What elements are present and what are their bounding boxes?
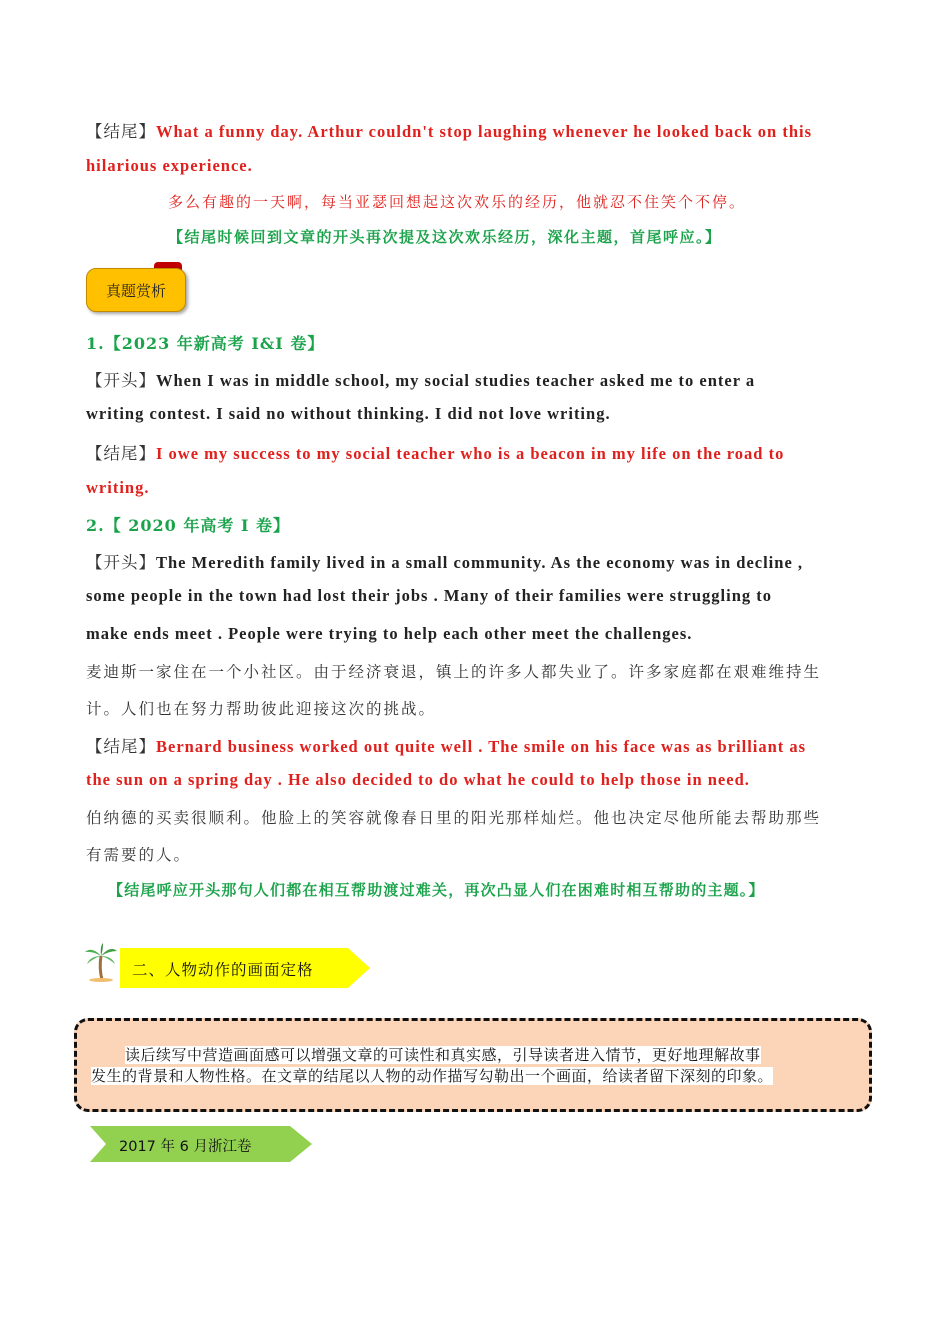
callout-line1: 读后续写中营造画面感可以增强文章的可读性和真实感，引导读者进入情节，更好地理解故事	[125, 1046, 761, 1064]
callout-line2: 发生的背景和人物性格。在文章的结尾以人物的动作描写勾勒出一个画面，给读者留下深刻的印象。	[91, 1067, 774, 1085]
ending1-en-line2: hilarious experience.	[86, 156, 253, 175]
item2-ending-cn2: 有需要的人。	[86, 846, 192, 864]
badge-label: 真题赏析	[86, 268, 186, 312]
zhenti-badge	[86, 262, 198, 312]
item1-ending-label: 【结尾】	[86, 444, 156, 463]
ending1-cn: 多么有趣的一天啊，每当亚瑟回想起这次欢乐的经历，他就忍不住笑个不停。	[168, 193, 747, 211]
item2-opening-line2: some people in the town had lost their jobs . Many of their families were struggling to	[86, 586, 773, 605]
item2-heading: 2.【 2020 年高考 I 卷】	[86, 516, 291, 535]
item2-note: 【结尾呼应开头那句人们都在相互帮助渡过难关，再次凸显人们在困难时相互帮助的主题。】	[108, 881, 765, 899]
callout-text	[91, 1045, 861, 1087]
ending1-note: 【结尾时候回到文章的开头再次提及这次欢乐经历，深化主题，首尾呼应。】	[168, 228, 722, 246]
item2-ending-line2: the sun on a spring day . He also decided to do what he could to help those in need.	[86, 770, 750, 789]
item2-opening-cn2: 计。人们也在努力帮助彼此迎接这次的挑战。	[86, 700, 437, 718]
item1-ending-text1: I owe my success to my social teacher who is a beacon in my life on the road to	[156, 444, 785, 463]
palm-tree-icon	[84, 942, 118, 982]
item1-opening-line1	[86, 367, 866, 391]
item1-ending-line1	[86, 440, 866, 464]
ending1-en-line1: What a funny day. Arthur couldn't stop laughing whenever he looked back on this	[156, 122, 813, 141]
item2-ending-label: 【结尾】	[86, 737, 156, 756]
item2-opening-text1: The Meredith family lived in a small community. As the economy was in decline ,	[156, 553, 804, 572]
callout-box	[74, 1018, 872, 1112]
item2-opening-label: 【开头】	[86, 553, 156, 572]
item2-opening-line3: make ends meet . People were trying to help each other meet the challenges.	[86, 624, 693, 643]
item1-opening-label: 【开头】	[86, 371, 156, 390]
item2-ending-text1: Bernard business worked out quite well . The smile on his face was as brilliant as	[156, 737, 807, 756]
item1-heading: 1.【2023 年新高考 I&I 卷】	[86, 334, 325, 353]
item2-ending-line1	[86, 733, 866, 757]
item1-opening-line2: writing contest. I said no without thinking. I did not love writing.	[86, 404, 611, 423]
item2-opening-line1	[86, 549, 866, 573]
ending1-label: 【结尾】	[86, 122, 156, 141]
section-title: 二、人物动作的画面定格	[132, 961, 314, 979]
ending1-line1	[86, 118, 866, 142]
item1-ending-line2: writing.	[86, 478, 150, 497]
item2-ending-cn1: 伯纳德的买卖很顺利。他脸上的笑容就像春日里的阳光那样灿烂。他也决定尽他所能去帮助那些	[86, 809, 822, 827]
item2-opening-cn1: 麦迪斯一家住在一个小社区。由于经济衰退，镇上的许多人都失业了。许多家庭都在艰难维持生	[86, 663, 822, 681]
item1-opening-text1: When I was in middle school, my social studies teacher asked me to enter a	[156, 371, 756, 390]
source-tag-label: 2017 年 6 月浙江卷	[119, 1139, 252, 1155]
